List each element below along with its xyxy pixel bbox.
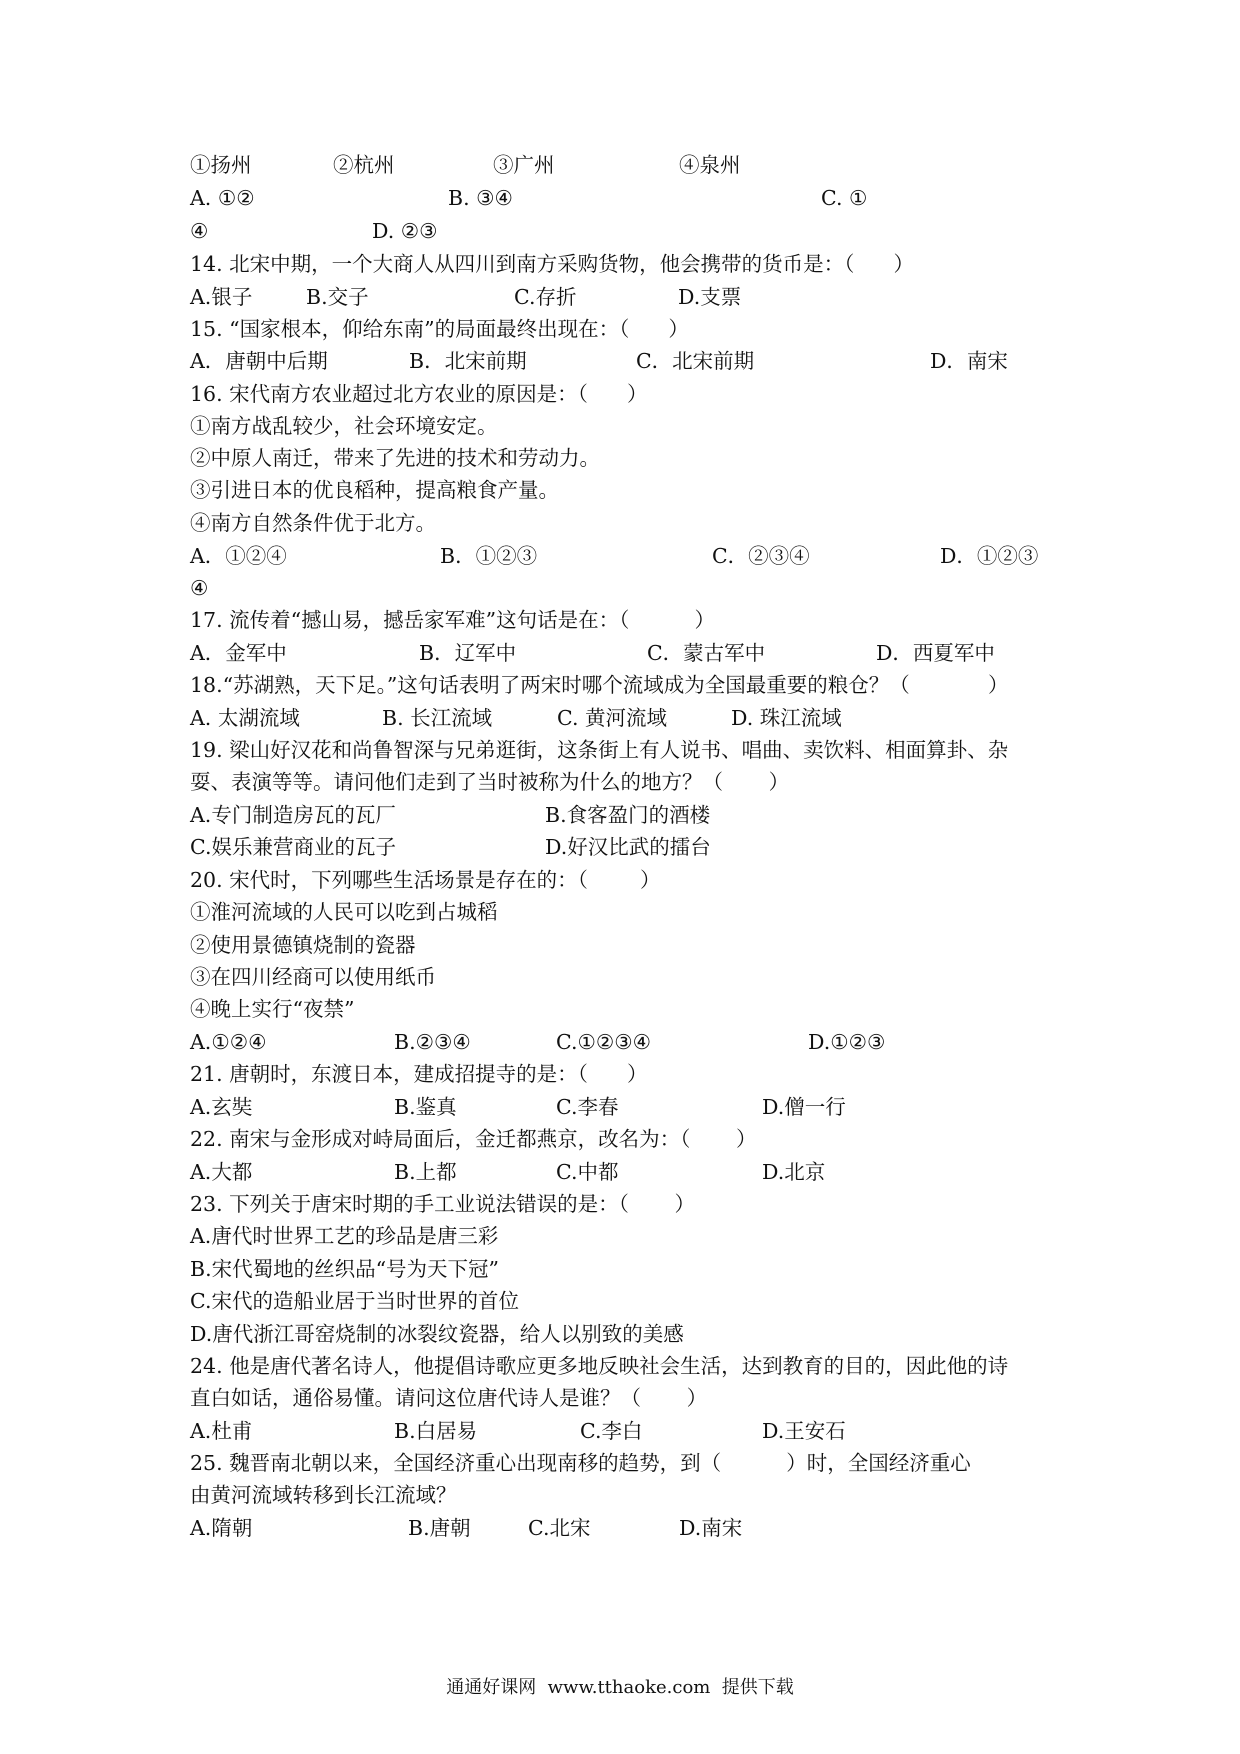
option-d: D.北京 [762, 1160, 826, 1184]
question-stem-continued: 由黄河流域转移到长江流域？ [190, 1483, 457, 1507]
option-c: C.北宋 [528, 1516, 591, 1540]
footer-source: 通通好课网 www.tthaoke.com 提供下载 [446, 1677, 794, 1698]
question-stem: 23. 下列关于唐宋时期的手工业说法错误的是：（ ） [190, 1192, 695, 1216]
option-c: C.宋代的造船业居于当时世界的首位 [190, 1289, 519, 1313]
list-item: ①南方战乱较少，社会环境安定。 [190, 414, 498, 438]
list-item: ③广州 [493, 153, 555, 177]
option-a: A. ①② [190, 186, 255, 210]
option-c: C.娱乐兼营商业的瓦子 [190, 835, 396, 859]
option-a: A．①②④ [190, 544, 287, 568]
list-item: ②中原人南迁，带来了先进的技术和劳动力。 [190, 446, 600, 470]
option-c: C．蒙古军中 [647, 641, 766, 665]
option-a: A.玄奘 [190, 1095, 253, 1119]
option-c: C．北宋前期 [636, 349, 755, 373]
list-item: ②使用景德镇烧制的瓷器 [190, 933, 416, 957]
option-b: B.宋代蜀地的丝织品“号为天下冠” [190, 1257, 500, 1281]
option-a: A．唐朝中后期 [190, 349, 328, 373]
option-a: A.杜甫 [190, 1419, 253, 1443]
option-b: B.②③④ [394, 1030, 471, 1054]
question-stem: 15. “国家根本，仰给东南”的局面最终出现在：（ ） [190, 317, 689, 341]
list-item: ②杭州 [333, 153, 395, 177]
option-d: D．南宋 [930, 349, 1008, 373]
question-stem: 14. 北宋中期，一个大商人从四川到南方采购货物，他会携带的货币是：（ ） [190, 252, 914, 276]
option-c: C.李春 [556, 1095, 619, 1119]
list-item: ④南方自然条件优于北方。 [190, 511, 436, 535]
option-d: D. ②③ [372, 219, 438, 243]
question-stem: 20. 宋代时，下列哪些生活场景是存在的：（ ） [190, 868, 661, 892]
option-a: A.专门制造房瓦的瓦厂 [190, 803, 396, 827]
list-item: ①淮河流域的人民可以吃到占城稻 [190, 900, 498, 924]
option-b: B．北宋前期 [409, 349, 527, 373]
question-stem: 21. 唐朝时，东渡日本，建成招提寺的是：（ ） [190, 1062, 648, 1086]
option-d: D.好汉比武的擂台 [545, 835, 711, 859]
option-b: B.食客盈门的酒楼 [545, 803, 711, 827]
question-stem: 24. 他是唐代著名诗人，他提倡诗歌应更多地反映社会生活，达到教育的目的，因此他的诗 [190, 1354, 1009, 1378]
option-d: D.僧一行 [762, 1095, 846, 1119]
question-stem: 18.“苏湖熟，天下足。”这句话表明了两宋时哪个流域成为全国最重要的粮仓？（ ） [190, 673, 1009, 697]
option-c: C.存折 [514, 285, 577, 309]
option-a: A.隋朝 [190, 1516, 253, 1540]
list-item: ③在四川经商可以使用纸币 [190, 965, 436, 989]
option-d: D.①②③ [808, 1030, 886, 1054]
option-b: B.交子 [306, 285, 369, 309]
option-d: D.王安石 [762, 1419, 846, 1443]
option-b: B. 长江流域 [382, 706, 493, 730]
option-d: D. 珠江流域 [731, 706, 842, 730]
option-d: D．西夏军中 [876, 641, 995, 665]
option-d-continued: ④ [190, 576, 209, 600]
option-c-continued: ④ [190, 219, 209, 243]
list-item: ④晚上实行“夜禁” [190, 997, 355, 1021]
question-stem: 22. 南宋与金形成对峙局面后，金迁都燕京，改名为：（ ） [190, 1127, 757, 1151]
option-b: B. ③④ [448, 186, 513, 210]
question-stem-continued: 耍、表演等等。请问他们走到了当时被称为什么的地方？（ ） [190, 770, 790, 794]
option-d: D.唐代浙江哥窑烧制的冰裂纹瓷器，给人以别致的美感 [190, 1322, 684, 1346]
option-a: A．金军中 [190, 641, 287, 665]
option-a: A.①②④ [190, 1030, 267, 1054]
question-stem: 16. 宋代南方农业超过北方农业的原因是：（ ） [190, 382, 648, 406]
list-item: ④泉州 [679, 153, 741, 177]
question-stem: 19. 梁山好汉花和尚鲁智深与兄弟逛街，这条街上有人说书、唱曲、卖饮料、相面算卦、杂 [190, 738, 1009, 762]
option-b: B.唐朝 [408, 1516, 471, 1540]
question-stem-continued: 直白如话，通俗易懂。请问这位唐代诗人是谁？（ ） [190, 1386, 708, 1410]
option-c: C.李白 [580, 1419, 643, 1443]
option-a: A. 太湖流域 [190, 706, 300, 730]
option-c: C.中都 [556, 1160, 619, 1184]
option-b: B．辽军中 [419, 641, 517, 665]
option-b: B.鉴真 [394, 1095, 457, 1119]
question-stem: 17. 流传着“撼山易，撼岳家军难”这句话是在：（ ） [190, 608, 715, 632]
option-b: B.白居易 [394, 1419, 478, 1443]
option-c: C. 黄河流域 [557, 706, 667, 730]
option-d: D．①②③ [940, 544, 1039, 568]
list-item: ③引进日本的优良稻种，提高粮食产量。 [190, 478, 559, 502]
option-c: C. ① [821, 186, 868, 210]
option-a: A.唐代时世界工艺的珍品是唐三彩 [190, 1224, 499, 1248]
option-d: D.支票 [678, 285, 742, 309]
option-a: A.银子 [190, 285, 253, 309]
option-c: C.①②③④ [556, 1030, 651, 1054]
question-stem: 25. 魏晋南北朝以来，全国经济重心出现南移的趋势，到（ ）时，全国经济重心 [190, 1451, 971, 1475]
option-b: B．①②③ [440, 544, 538, 568]
option-c: C．②③④ [712, 544, 810, 568]
option-a: A.大都 [190, 1160, 253, 1184]
option-d: D.南宋 [679, 1516, 743, 1540]
list-item: ①扬州 [190, 153, 252, 177]
option-b: B.上都 [394, 1160, 457, 1184]
